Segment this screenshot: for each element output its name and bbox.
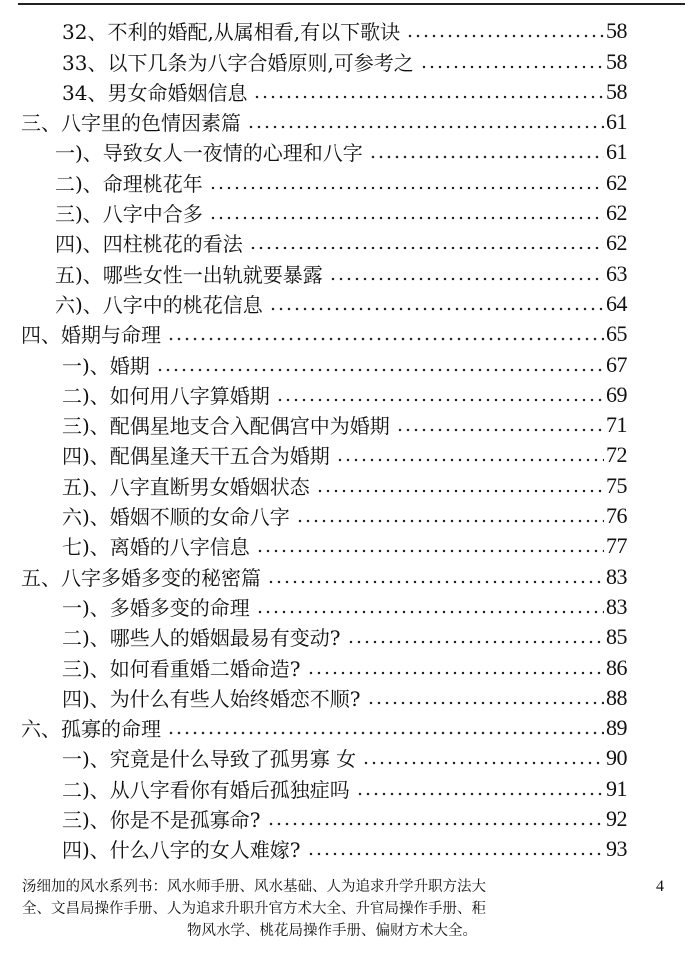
toc-entry-title: 三)、八字中合多 xyxy=(55,202,203,227)
dot-leader xyxy=(256,610,604,614)
toc-entry[interactable] xyxy=(0,103,693,136)
toc-entry[interactable] xyxy=(0,800,693,833)
toc-entry-page: 86 xyxy=(606,654,627,680)
dot-leader xyxy=(307,852,604,856)
toc-entry-title: 七)、离婚的八字信息 xyxy=(62,535,250,560)
toc-entry-page: 64 xyxy=(606,290,627,316)
toc-entry-page: 92 xyxy=(606,806,627,832)
toc-entry-page: 83 xyxy=(606,563,627,589)
toc-entry[interactable] xyxy=(0,163,693,196)
toc-entry-page: 58 xyxy=(606,18,627,44)
toc-entry[interactable] xyxy=(0,285,693,315)
toc-entry-title: 二)、从八字看你有婚后孤独症吗 xyxy=(62,777,350,802)
toc-entry-title: 四、婚期与命理 xyxy=(21,323,161,348)
toc-entry-page: 77 xyxy=(606,533,627,559)
toc-entry[interactable] xyxy=(0,588,693,618)
dot-leader xyxy=(276,398,604,402)
toc-entry-page: 91 xyxy=(606,775,627,801)
toc-entry-title: 34、男女命婚姻信息 xyxy=(62,80,248,105)
toc-entry-page: 58 xyxy=(606,48,627,74)
toc-entry-page: 72 xyxy=(606,442,627,468)
dot-leader xyxy=(247,125,604,129)
table-of-contents xyxy=(0,12,693,863)
toc-entry-title: 三)、你是不是孤寡命? xyxy=(62,808,261,833)
page-number: 4 xyxy=(656,878,664,895)
toc-entry-title: 二)、命理桃花年 xyxy=(55,171,203,196)
dot-leader xyxy=(367,701,604,705)
toc-entry-page: 58 xyxy=(606,78,627,104)
toc-entry[interactable] xyxy=(0,769,693,802)
dot-leader xyxy=(256,549,604,553)
toc-entry-page: 85 xyxy=(606,624,627,650)
toc-entry[interactable] xyxy=(0,133,693,166)
toc-entry-title: 一)、多婚多变的命理 xyxy=(62,595,250,620)
toc-entry-title: 四)、什么八字的女人难嫁? xyxy=(62,838,301,863)
toc-entry-title: 六)、八字中的桃花信息 xyxy=(55,292,263,317)
toc-entry[interactable] xyxy=(0,648,693,681)
toc-entry-page: 62 xyxy=(606,169,627,195)
toc-entry-title: 三、八字里的色情因素篇 xyxy=(21,111,241,136)
toc-entry-page: 93 xyxy=(606,836,627,862)
toc-entry-page: 65 xyxy=(606,321,627,347)
toc-entry[interactable] xyxy=(0,254,693,287)
toc-entry-page: 62 xyxy=(606,200,627,226)
dot-leader xyxy=(267,580,604,584)
toc-entry[interactable] xyxy=(0,194,693,227)
toc-entry[interactable] xyxy=(0,830,693,863)
toc-entry-title: 五)、八字直断男女婚姻状态 xyxy=(62,474,310,499)
toc-entry-title: 一)、究竟是什么导致了孤男寡 女 xyxy=(62,747,357,772)
toc-entry-title: 32、不利的婚配,从属相看,有以下歌诀 xyxy=(62,20,401,45)
toc-entry[interactable] xyxy=(0,315,693,348)
dot-leader xyxy=(167,337,604,341)
toc-entry[interactable] xyxy=(0,73,693,103)
footer-line-2: 全、文昌局操作手册、人为追求升职升官方术大全、升官局操作手册、秬 xyxy=(22,901,486,917)
toc-entry-page: 88 xyxy=(606,684,627,710)
toc-entry[interactable] xyxy=(0,679,693,709)
dot-leader xyxy=(167,731,604,735)
toc-entry[interactable] xyxy=(0,497,693,530)
dot-leader xyxy=(269,307,604,311)
toc-entry-page: 90 xyxy=(606,745,627,771)
toc-entry[interactable] xyxy=(0,527,693,560)
toc-entry-title: 33、以下几条为八字合婚原则,可参考之 xyxy=(62,50,414,75)
toc-entry[interactable] xyxy=(0,376,693,406)
toc-entry[interactable] xyxy=(0,12,693,45)
toc-entry-title: 六、孤寡的命理 xyxy=(21,717,161,742)
dot-leader xyxy=(362,761,604,765)
dot-leader xyxy=(209,216,604,220)
toc-entry-title: 四)、四柱桃花的看法 xyxy=(55,232,243,257)
footer-line-3: 物风水学、桃花局操作手册、偏财方术大全。 xyxy=(187,923,477,939)
toc-entry-page: 67 xyxy=(606,351,627,377)
toc-entry[interactable] xyxy=(0,557,693,590)
dot-leader xyxy=(347,640,604,644)
toc-entry-page: 83 xyxy=(606,593,627,619)
dot-leader xyxy=(369,155,604,159)
toc-entry-page: 76 xyxy=(606,503,627,529)
toc-entry-title: 四)、为什么有些人始终婚恋不顺? xyxy=(62,686,361,711)
toc-entry-title: 一)、导致女人一夜情的心理和八字 xyxy=(55,141,363,166)
toc-entry-page: 71 xyxy=(606,412,627,438)
toc-entry-title: 六)、婚姻不顺的女命八字 xyxy=(62,505,290,530)
toc-entry-page: 75 xyxy=(606,472,627,498)
dot-leader xyxy=(307,671,604,675)
toc-entry-page: 69 xyxy=(606,381,627,407)
toc-entry-page: 61 xyxy=(606,109,627,135)
toc-entry[interactable] xyxy=(0,406,693,439)
toc-entry-page: 62 xyxy=(606,230,627,256)
toc-entry-title: 三)、配偶星地支合入配偶宫中为婚期 xyxy=(62,414,390,439)
toc-entry[interactable] xyxy=(0,42,693,75)
dot-leader xyxy=(336,458,604,462)
toc-entry[interactable] xyxy=(0,345,693,378)
top-rule xyxy=(18,3,685,5)
dot-leader xyxy=(396,428,604,432)
toc-entry-title: 三)、如何看重婚二婚命造? xyxy=(62,656,301,681)
dot-leader xyxy=(356,792,604,796)
toc-entry[interactable] xyxy=(0,739,693,772)
toc-entry-page: 89 xyxy=(606,715,627,741)
toc-entry[interactable] xyxy=(0,436,693,469)
toc-entry-title: 四)、配偶星逢天干五合为婚期 xyxy=(62,444,330,469)
dot-leader xyxy=(209,186,604,190)
toc-entry-title: 二)、如何用八字算婚期 xyxy=(62,383,270,408)
dot-leader xyxy=(296,519,604,523)
dot-leader xyxy=(253,95,604,99)
toc-entry[interactable] xyxy=(0,224,693,257)
dot-leader xyxy=(406,34,604,38)
dot-leader xyxy=(156,368,604,372)
dot-leader xyxy=(329,277,604,281)
dot-leader xyxy=(249,246,604,250)
dot-leader xyxy=(267,822,604,826)
toc-entry[interactable] xyxy=(0,466,693,499)
toc-entry-title: 一)、婚期 xyxy=(62,353,150,378)
toc-entry-title: 二)、哪些人的婚姻最易有变动? xyxy=(62,626,341,651)
dot-leader xyxy=(316,489,604,493)
toc-entry[interactable] xyxy=(0,709,693,742)
toc-entry-title: 五)、哪些女性一出轨就要暴露 xyxy=(55,262,323,287)
footer-line-1: 汤细加的风水系列书：风水师手册、风水基础、人为追求升学升职方法大 xyxy=(22,879,486,895)
toc-entry-page: 61 xyxy=(606,139,627,165)
toc-entry[interactable] xyxy=(0,618,693,651)
toc-entry-title: 五、八字多婚多变的秘密篇 xyxy=(21,565,261,590)
dot-leader xyxy=(420,65,604,69)
toc-entry-page: 63 xyxy=(606,260,627,286)
footer-booklist xyxy=(22,876,682,942)
